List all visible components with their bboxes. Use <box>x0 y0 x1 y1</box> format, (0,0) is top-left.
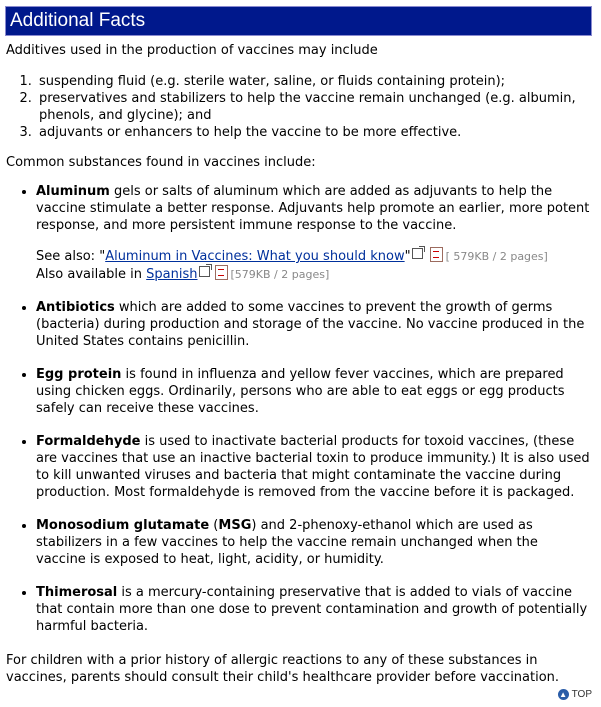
list-item-msg <box>36 517 591 568</box>
list-item-egg-protein <box>36 366 591 417</box>
term-abbrev: MSG <box>218 518 252 533</box>
external-link-icon <box>199 266 210 277</box>
description: is a mercury-containing preservative that is added to vials of vaccine that contain more than one dose to prevent contamination and growth of potentially harmful bacteria. <box>36 585 588 634</box>
also-prefix: Also available in <box>36 267 147 282</box>
file-meta: [579KB / 2 pages] <box>230 268 330 281</box>
spanish-pdf-link[interactable]: Spanish <box>146 267 198 282</box>
term: Aluminum <box>36 184 110 199</box>
external-link-icon <box>412 248 423 259</box>
description: gels or salts of aluminum which are added as adjuvants to help the vaccine stimulate a better response. Adjuvants help promote an earlier, more potent response, and more persistent immune response to the vaccine. <box>36 184 590 233</box>
list-item-formaldehyde <box>36 433 591 501</box>
description: ) and 2-phenoxy-ethanol which are used as stabilizers in a few vaccines to help the vaccine remain unchanged when the vaccine is exposed to heat, light, acidity, or humidity. <box>36 518 538 567</box>
aluminum-pdf-link[interactable]: Aluminum in Vaccines: What you should know <box>105 249 405 264</box>
closing-note: For children with a prior history of allergic reactions to any of these substances in vaccines, parents should consult their child's healthcare provider before vaccination. <box>6 653 560 685</box>
list-item-aluminum <box>36 183 591 283</box>
file-meta: [ 579KB / 2 pages] <box>445 250 548 263</box>
additives-intro: Additives used in the production of vaccines may include <box>6 43 378 58</box>
term: Monosodium glutamate <box>36 518 210 533</box>
common-intro: Common substances found in vaccines include: <box>6 155 316 170</box>
back-to-top-link[interactable] <box>558 689 592 700</box>
list-item-thimerosal <box>36 584 591 635</box>
term: Formaldehyde <box>36 434 141 449</box>
see-also-suffix: " <box>404 249 411 264</box>
description: is found in influenza and yellow fever vaccines, which are prepared using chicken eggs. Ordinarily, persons who are able to eat eggs or egg products safely can receive these vaccines. <box>36 367 565 416</box>
see-also <box>36 247 591 283</box>
substances-list <box>6 183 591 635</box>
list-item-antibiotics <box>36 299 591 350</box>
pdf-icon <box>430 247 443 262</box>
section-header: Additional Facts <box>5 6 592 36</box>
see-also-prefix: See also: " <box>36 249 106 264</box>
punct: ( <box>209 518 219 533</box>
additives-list <box>6 73 591 141</box>
description: is used to inactivate bacterial products for toxoid vaccines, (these are vaccines that use an inactive bacterial toxin to produce immunity.) It is also used to kill unwanted viruses and bacteria that might contaminate the vaccine during production. Most formaldehyde is removed from the vaccine before it is packaged. <box>36 434 590 500</box>
list-item: 3. adjuvants or enhancers to help the vaccine to be more effective. <box>36 124 591 141</box>
list-item: 2. preservatives and stabilizers to help the vaccine remain unchanged (e.g. albumin, phenols, and glycine); and <box>36 90 591 124</box>
top-label: TOP <box>571 689 592 700</box>
term: Antibiotics <box>36 300 115 315</box>
list-item: 1. suspending fluid (e.g. sterile water, saline, or fluids containing protein); <box>36 73 591 90</box>
arrow-up-icon: ▲ <box>559 690 568 699</box>
pdf-icon <box>215 265 228 280</box>
term: Thimerosal <box>36 585 118 600</box>
description: which are added to some vaccines to prevent the growth of germs (bacteria) during production and storage of the vaccine. No vaccine produced in the United States contains penicillin. <box>36 300 585 349</box>
term: Egg protein <box>36 367 122 382</box>
main-content <box>6 42 591 686</box>
